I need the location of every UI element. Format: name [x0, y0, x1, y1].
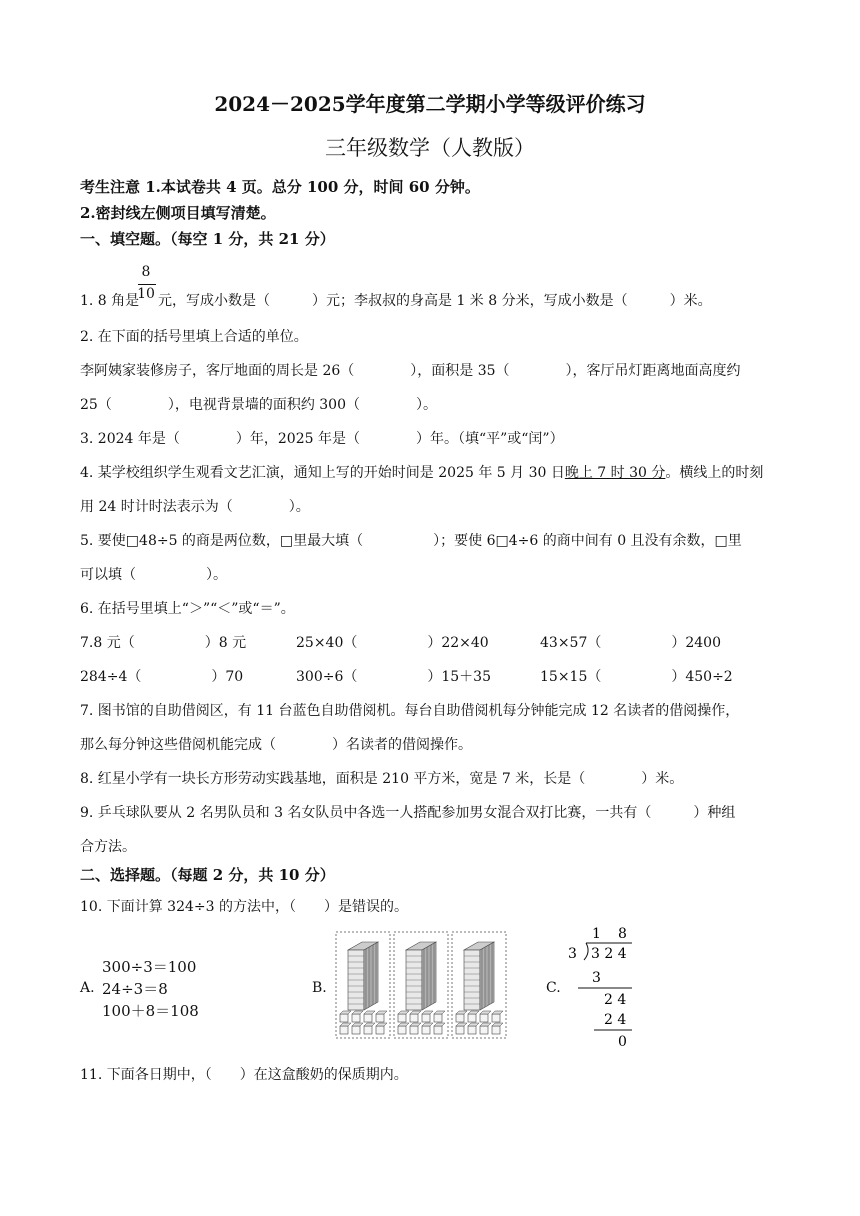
unit-cube-top: [434, 1011, 445, 1014]
question-8-text: 8. 红星小学有一块长方形劳动实践基地，面积是 210 平方米，宽是 7 米，长是（ ）米。: [80, 771, 684, 787]
unit-cube: [376, 1026, 384, 1034]
unit-cube-top: [364, 1023, 375, 1026]
question-5-line-1: 5. 要使□48÷5 的商是两位数，□里最大填（ ）；要使 6□4÷6 的商中间有 0 且没有余数，□里: [80, 533, 742, 549]
option-b-label: B.: [312, 980, 327, 996]
unit-cube: [434, 1014, 442, 1022]
fraction-numerator: 8: [141, 264, 151, 280]
page-title: 2024－2025学年度第二学期小学等级评价练习: [214, 92, 646, 116]
unit-cube-top: [480, 1011, 491, 1014]
unit-cube-top: [398, 1011, 409, 1014]
question-1-text: 元，写成小数是（ ）元；李叔叔的身高是 1 米 8 分米，写成小数是（ ）米。: [158, 293, 712, 309]
unit-cube-top: [434, 1023, 445, 1026]
unit-cube-top: [352, 1023, 363, 1026]
question-4-text-start: 4. 某学校组织学生观看文艺汇演，通知上写的开始时间是 2025 年 5 月 30 日: [80, 465, 565, 481]
quotient-digit: 1: [592, 926, 601, 942]
section-2-heading: 二、选择题。（每题 2 分，共 10 分）: [80, 866, 335, 884]
question-9-line-1: 9. 乒乓球队要从 2 名男队员和 3 名女队员中各选一人搭配参加男女混合双打比赛，一共有（ ）种组: [80, 805, 736, 821]
divisor: 3: [568, 946, 577, 962]
fraction-denominator: 10: [137, 286, 155, 302]
unit-cube-top: [376, 1023, 387, 1026]
unit-cube: [434, 1026, 442, 1034]
question-4-text-end: 。横线上的时刻: [665, 465, 764, 481]
compare-item: 284÷4（ ）70: [80, 669, 244, 685]
unit-cube: [468, 1014, 476, 1022]
unit-cube: [456, 1026, 464, 1034]
unit-cube: [492, 1026, 500, 1034]
unit-cube-top: [456, 1011, 467, 1014]
unit-cube: [376, 1014, 384, 1022]
unit-cube-top: [398, 1023, 409, 1026]
section-1-heading: 一、填空题。（每空 1 分，共 21 分）: [80, 230, 335, 248]
unit-cube: [364, 1014, 372, 1022]
division-remainder: 0: [618, 1034, 627, 1050]
unit-cube: [422, 1026, 430, 1034]
question-5-line-2: 可以填（ ）。: [80, 567, 227, 583]
compare-item: 15×15（ ）450÷2: [540, 669, 733, 685]
long-division-figure: [564, 922, 644, 1050]
unit-cube-top: [468, 1023, 479, 1026]
question-2-text: 2. 在下面的括号里填上合适的单位。: [80, 329, 308, 345]
page-subtitle: 三年级数学（人教版）: [325, 136, 535, 160]
unit-cube: [398, 1026, 406, 1034]
unit-cube-top: [376, 1011, 387, 1014]
unit-cube-top: [410, 1023, 421, 1026]
quotient-digit: 8: [618, 926, 627, 942]
division-step: 2 4: [604, 1012, 627, 1028]
unit-cube: [422, 1014, 430, 1022]
unit-cube: [340, 1014, 348, 1022]
exam-notice-2: 2.密封线左侧项目填写清楚。: [80, 204, 276, 222]
unit-cube: [468, 1026, 476, 1034]
unit-cube-top: [422, 1011, 433, 1014]
compare-item: 25×40（ ）22×40: [296, 635, 489, 651]
unit-cube-top: [492, 1023, 503, 1026]
compare-item: 7.8 元（ ）8 元: [80, 635, 247, 651]
unit-cube: [398, 1014, 406, 1022]
unit-cube-top: [340, 1023, 351, 1026]
question-7-line-2: 那么每分钟这些借阅机能完成（ ）名读者的借阅操作。: [80, 737, 472, 753]
unit-cube-top: [364, 1011, 375, 1014]
compare-item: 43×57（ ）2400: [540, 635, 721, 651]
option-c-label: C.: [546, 980, 561, 996]
unit-cube-top: [492, 1011, 503, 1014]
unit-cube: [340, 1026, 348, 1034]
unit-cube: [480, 1014, 488, 1022]
unit-cube: [352, 1026, 360, 1034]
unit-cube-top: [422, 1023, 433, 1026]
question-11-text: 11. 下面各日期中，（ ）在这盒酸奶的保质期内。: [80, 1067, 408, 1083]
unit-cube-top: [480, 1023, 491, 1026]
fraction-bar: [138, 284, 156, 285]
division-step: 2 4: [604, 992, 627, 1008]
unit-cube: [480, 1026, 488, 1034]
question-10-text: 10. 下面计算 324÷3 的方法中，（ ）是错误的。: [80, 899, 408, 915]
unit-cube-top: [468, 1011, 479, 1014]
question-4-underlined-time: 晚上 7 时 30 分: [564, 465, 666, 481]
unit-cube: [352, 1014, 360, 1022]
question-2-line-2: 25（ ），电视背景墙的面积约 300（ ）。: [80, 397, 437, 413]
unit-cube-top: [340, 1011, 351, 1014]
question-4-line-2: 用 24 时计时法表示为（ ）。: [80, 499, 310, 515]
unit-cube-top: [456, 1023, 467, 1026]
base-ten-blocks-figure: [334, 930, 510, 1042]
option-a-step: 100＋8＝108: [102, 1002, 199, 1020]
dividend: 3 2 4: [591, 946, 627, 962]
question-1-prefix: 1. 8 角是: [80, 293, 140, 309]
option-a-step: 24÷3＝8: [102, 980, 168, 998]
division-bracket: [584, 943, 588, 960]
question-6-text: 6. 在括号里填上“＞”“＜”或“＝”。: [80, 601, 295, 617]
option-a-label: A.: [80, 980, 95, 996]
question-4-line-1: [80, 462, 763, 482]
option-a-step: 300÷3＝100: [102, 958, 197, 976]
division-step: 3: [592, 970, 601, 986]
unit-cube: [492, 1014, 500, 1022]
unit-cube: [364, 1026, 372, 1034]
question-3-text: 3. 2024 年是（ ）年，2025 年是（ ）年。（填“平”或“闰”）: [80, 431, 564, 447]
unit-cube: [456, 1014, 464, 1022]
question-2-line-1: 李阿姨家装修房子，客厅地面的周长是 26（ ），面积是 35（ ），客厅吊灯距离地面高度约: [80, 363, 741, 379]
question-7-line-1: 7. 图书馆的自助借阅区，有 11 台蓝色自助借阅机。每台自助借阅机每分钟能完成 12 名读者的借阅操作，: [80, 703, 740, 719]
unit-cube-top: [352, 1011, 363, 1014]
exam-notice-1: 考生注意 1.本试卷共 4 页。总分 100 分，时间 60 分钟。: [80, 178, 480, 196]
question-9-line-2: 合方法。: [80, 839, 136, 855]
unit-cube: [410, 1026, 418, 1034]
compare-item: 300÷6（ ）15＋35: [296, 669, 491, 685]
unit-cube: [410, 1014, 418, 1022]
unit-cube-top: [410, 1011, 421, 1014]
